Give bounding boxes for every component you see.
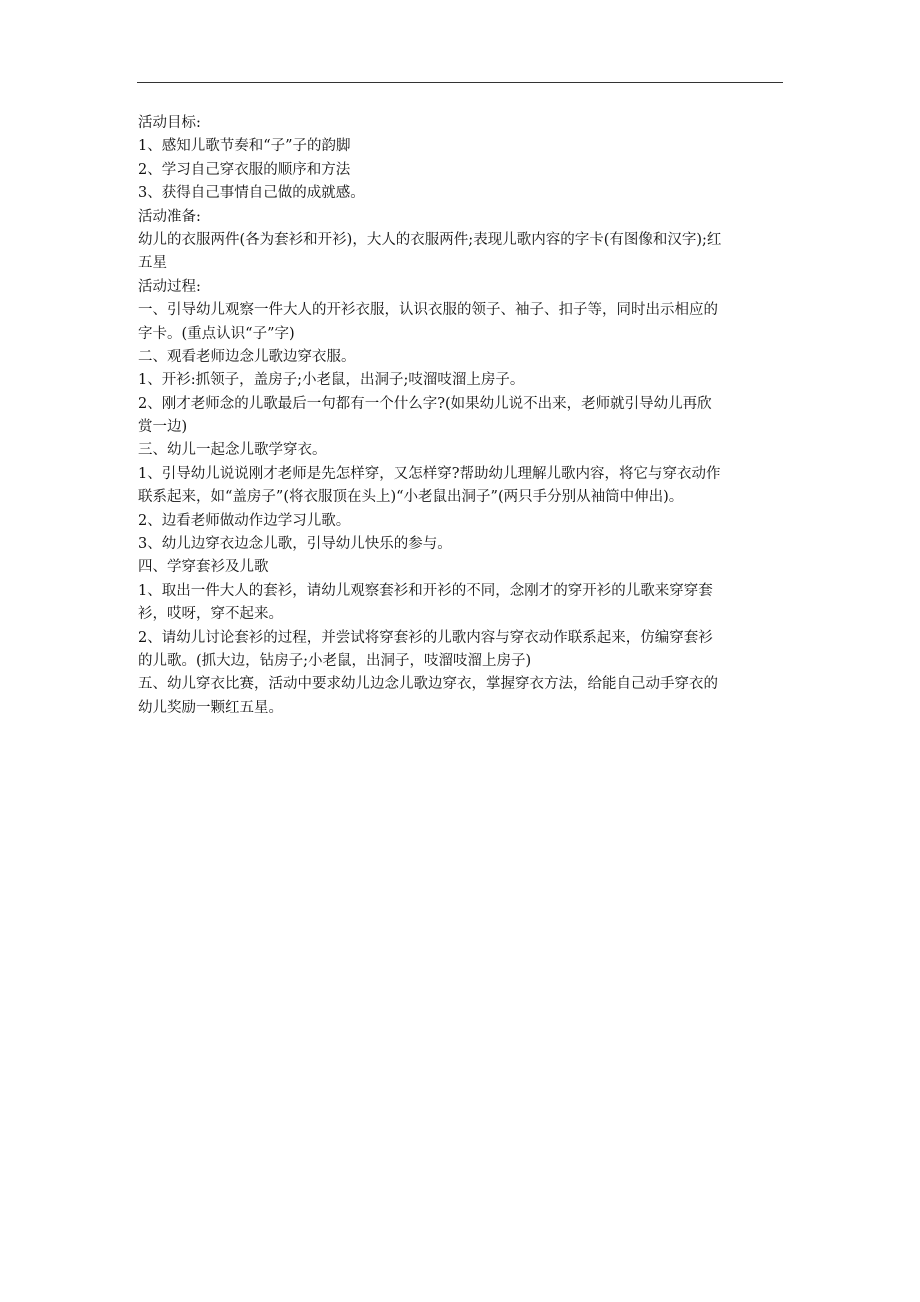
text-line: 3、获得自己事情自己做的成就感。 — [138, 185, 365, 202]
document-body — [138, 112, 783, 720]
text-line: 1、感知儿歌节奏和“子”子的韵脚 — [138, 138, 351, 155]
text-line: 五星 — [138, 255, 167, 272]
text-line: 幼儿的衣服两件(各为套衫和开衫)，大人的衣服两件;表现儿歌内容的字卡(有图像和汉字);红 — [138, 231, 722, 248]
text-line: 四、学穿套衫及儿歌 — [138, 559, 269, 576]
section-heading-preparation: 活动准备: — [138, 208, 201, 225]
text-line: 联系起来，如“盖房子”(将衣服顶在头上)“小老鼠出洞子”(两只手分别从袖筒中伸出)。 — [138, 489, 684, 506]
text-line: 的儿歌。(抓大边，钻房子;小老鼠，出洞子，吱溜吱溜上房子) — [138, 652, 532, 669]
text-line: 五、幼儿穿衣比赛，活动中要求幼儿边念儿歌边穿衣，掌握穿衣方法，给能自己动手穿衣的 — [138, 676, 718, 693]
text-line: 字卡。(重点认识“子”字) — [138, 325, 295, 342]
text-line: 2、学习自己穿衣服的顺序和方法 — [138, 161, 351, 178]
text-line: 1、引导幼儿说说刚才老师是先怎样穿，又怎样穿?帮助幼儿理解儿歌内容，将它与穿衣动作 — [138, 465, 721, 482]
text-line: 衫，哎呀，穿不起来。 — [138, 606, 283, 623]
text-line: 2、请幼儿讨论套衫的过程，并尝试将穿套衫的儿歌内容与穿衣动作联系起来，仿编穿套衫 — [138, 629, 713, 646]
header-rule — [137, 82, 783, 83]
text-line: 一、引导幼儿观察一件大人的开衫衣服，认识衣服的领子、袖子、扣子等，同时出示相应的 — [138, 302, 718, 319]
text-line: 1、取出一件大人的套衫，请幼儿观察套衫和开衫的不同，念刚才的穿开衫的儿歌来穿穿套 — [138, 582, 713, 599]
text-line: 2、刚才老师念的儿歌最后一句都有一个什么字?(如果幼儿说不出来，老师就引导幼儿再欣 — [138, 395, 712, 412]
text-line: 3、幼儿边穿衣边念儿歌，引导幼儿快乐的参与。 — [138, 536, 452, 553]
text-line: 1、开衫:抓领子，盖房子;小老鼠，出洞子;吱溜吱溜上房子。 — [138, 372, 525, 389]
text-line: 幼儿奖励一颗红五星。 — [138, 699, 283, 716]
text-line: 2、边看老师做动作边学习儿歌。 — [138, 512, 351, 529]
text-line: 二、观看老师边念儿歌边穿衣服。 — [138, 348, 356, 365]
section-heading-goals: 活动目标: — [138, 115, 201, 131]
text-line: 赏一边) — [138, 419, 188, 436]
section-heading-process: 活动过程: — [138, 278, 201, 295]
text-line: 三、幼儿一起念儿歌学穿衣。 — [138, 442, 327, 459]
